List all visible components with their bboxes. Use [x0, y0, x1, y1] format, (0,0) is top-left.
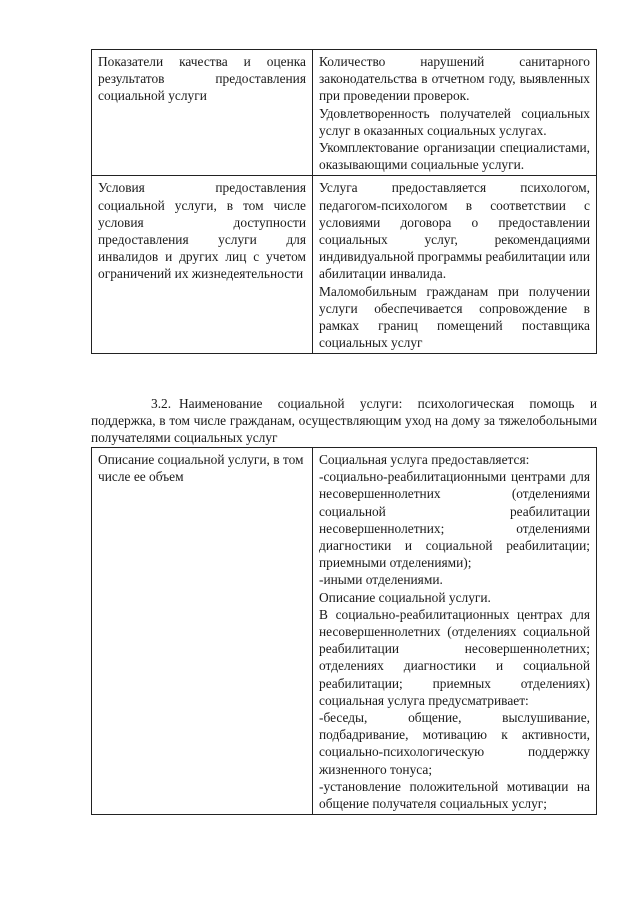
row-header-description — [92, 448, 313, 815]
row-value-description — [313, 448, 597, 815]
service-parameters-table — [91, 49, 597, 354]
cell-paragraph: -установление положительной мотивации на общение получателя социальных услуг; — [319, 778, 590, 812]
row-header-quality-indicators — [92, 50, 313, 176]
table-row — [92, 448, 597, 815]
cell-paragraph: Количество нарушений санитарного законодательства в отчетном году, выявленных при проведении проверок. — [319, 54, 590, 104]
table-row — [92, 176, 597, 354]
cell-text: Описание социальной услуги, в том числе ее объем — [98, 452, 304, 485]
cell-paragraph: Удовлетворенность получателей социальных услуг в оказанных социальных услугах. — [319, 105, 590, 138]
cell-paragraph: Услуга предоставляется психологом, педагогом-психологом в соответствии с условиями договора о предоставлении социальных услуг, рекомендациями индивидуальной программы реабилитации или абилитации инвалида. — [319, 180, 590, 282]
cell-paragraph: Социальная услуга предоставляется: — [319, 452, 530, 467]
row-value-conditions — [313, 176, 597, 354]
cell-text: Показатели качества и оценка результатов предоставления социальной услуги — [98, 54, 306, 104]
cell-paragraph: -социально-реабилитационными центрами для несовершеннолетних (отделениями социальной реабилитации несовершеннолетних; отделениями диагностики и социальной реабилитации; приемными отделениями); — [319, 469, 590, 571]
cell-text: Условия предоставления социальной услуги, в том числе условия доступности предоставления услуги для инвалидов и других лиц с учетом ограничений их жизнедеятельности — [98, 180, 306, 282]
section-title: Наименование социальной услуги: психологическая помощь и поддержка, в том числе гражданам, осуществляющим уход на дому за тяжелобольными получателями социальных услуг — [91, 396, 597, 445]
cell-paragraph: -иными отделениями. — [319, 572, 443, 588]
service-description-table — [91, 447, 597, 815]
cell-paragraph: Маломобильным гражданам при получении услуги обеспечивается сопровождение в рамках границ помещений поставщика социальных услуг — [319, 283, 590, 351]
cell-paragraph: Укомплектование организации специалистами, оказывающими социальные услуги. — [319, 140, 590, 173]
section-paragraph — [91, 395, 597, 446]
section-number: 3.2. — [151, 396, 172, 411]
table-row — [92, 50, 597, 176]
row-header-conditions — [92, 176, 313, 354]
row-value-quality-indicators — [313, 50, 597, 176]
cell-paragraph: В социально-реабилитационных центрах для несовершеннолетних (отделениях социальной реабилитации несовершеннолетних; отделениях диагностики и социальной реабилитации; приемных отделениях) социальная услуга предусматривает: — [319, 606, 590, 708]
cell-paragraph: -беседы, общение, выслушивание, подбадривание, мотивацию к активности, социально-психологическую поддержку жизненного тонуса; — [319, 710, 590, 777]
section-heading — [91, 395, 597, 446]
cell-paragraph: Описание социальной услуги. — [319, 589, 491, 605]
